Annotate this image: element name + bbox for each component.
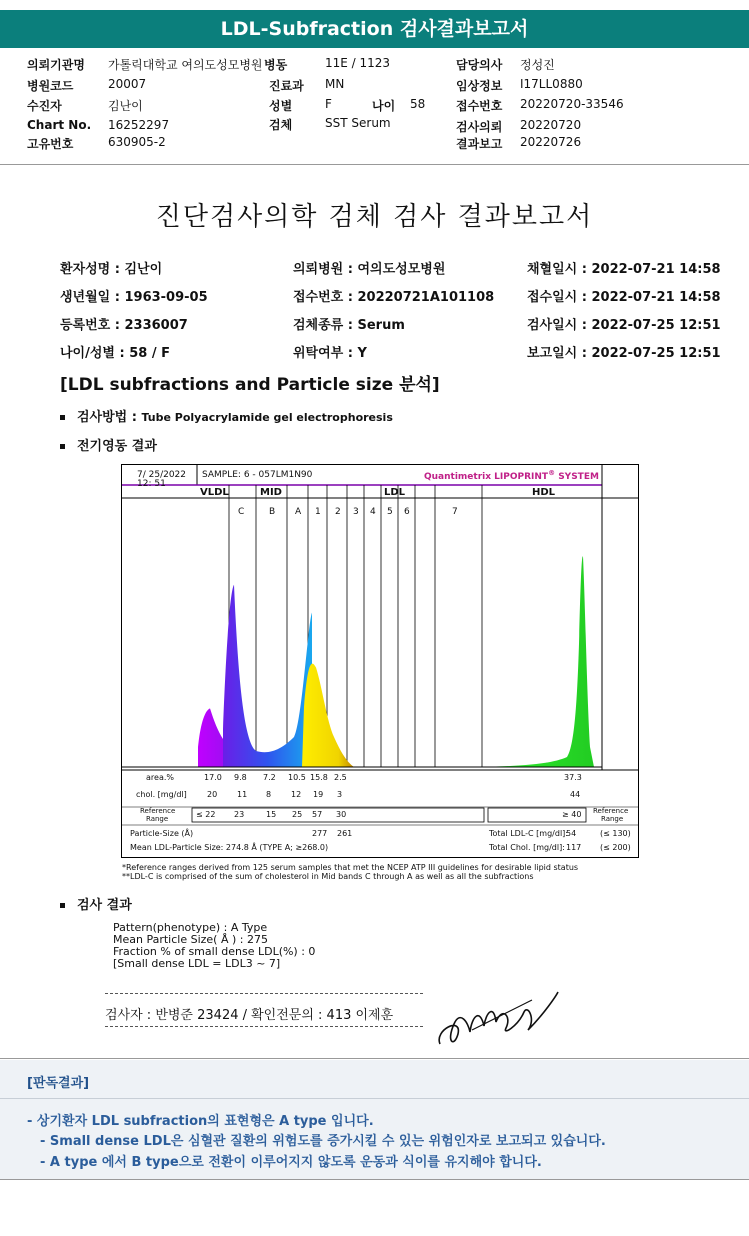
band-label: 5 [387, 507, 393, 517]
result-fraction: Fraction % of small dense LDL(%) : 0 [113, 945, 316, 958]
total-chol-ref: (≤ 200) [600, 843, 631, 852]
band-label: B [269, 507, 276, 517]
band-label: 2 [335, 507, 341, 517]
birth-date: 생년월일 : 1963-09-05 [60, 290, 208, 305]
brand-tail: SYSTEM [555, 472, 599, 482]
lipoprint-svg [122, 465, 639, 858]
patient-label: 수진자 [27, 99, 62, 113]
order-info [0, 52, 749, 164]
chart-date: 7/ 25/2022 [137, 470, 187, 480]
unique-value: 630905-2 [108, 135, 166, 149]
region-hdl: HDL [532, 487, 556, 498]
hospcode-label: 병원코드 [27, 79, 74, 93]
result-definition: [Small dense LDL = LDL3 ~ 7] [113, 957, 281, 970]
ref-value: 15 [266, 810, 277, 819]
particle-value-2: 261 [337, 829, 353, 838]
receipt-value: 20220720-33546 [520, 97, 624, 111]
lab-report-title: 진단검사의학 검체 검사 결과보고서 [155, 202, 594, 232]
chol-value: 12 [291, 790, 302, 799]
particle-label: Particle-Size (Å) [130, 829, 194, 838]
method-label: 검사방법 : [77, 410, 137, 425]
result-block [113, 922, 315, 970]
patient-name: 환자성명 : 김난이 [60, 262, 163, 277]
interpretation-heading: [판독결과] [27, 1076, 90, 1091]
request-value: 20220720 [520, 118, 582, 132]
sample-id: SAMPLE: 6 - 057LM1N90 [202, 470, 313, 480]
requesting-hospital: 의뢰병원 : 여의도성모병원 [293, 262, 446, 277]
hospcode-value: 20007 [108, 77, 147, 91]
area-hdl-value: 37.3 [564, 773, 582, 782]
patient-value: 김난이 [108, 99, 143, 113]
band-label: 6 [404, 507, 410, 517]
particle-value-1: 277 [312, 829, 328, 838]
result-label: 검사 결과 [77, 898, 132, 913]
consignment: 위탁여부 : Y [293, 346, 367, 361]
chol-value: 19 [313, 790, 324, 799]
region-vldl: VLDL [200, 487, 229, 498]
chart-no-label: Chart No. [27, 118, 92, 132]
interpretation-divider [0, 1098, 749, 1099]
chol-value: 8 [266, 790, 272, 799]
registration-number: 등록번호 : 2336007 [60, 318, 188, 333]
chol-value: 20 [207, 790, 218, 799]
reported-datetime: 보고일시 : 2022-07-25 12:51 [527, 346, 721, 361]
area-value: 2.5 [334, 773, 347, 782]
receipt-label: 접수번호 [456, 99, 503, 113]
signature-stroke [439, 992, 558, 1044]
brand-label [424, 469, 599, 482]
interpretation-line-3: - A type 에서 B type으로 전환이 이루어지지 않도록 운동과 식이를 유지해야 합니다. [40, 1155, 542, 1170]
result-heading [60, 894, 132, 913]
band-label: 7 [452, 507, 458, 517]
bullet [60, 903, 65, 908]
brand-sup: ® [548, 469, 556, 477]
ref-label-1: Reference [140, 807, 176, 815]
divider [0, 164, 749, 165]
clinical-value: I17LL0880 [520, 77, 583, 91]
doctor-value: 정성진 [520, 58, 555, 72]
ward-label: 병동 [264, 58, 288, 72]
age-label: 나이 [372, 99, 396, 113]
collected-datetime: 채혈일시 : 2022-07-21 14:58 [527, 262, 721, 277]
ref-value: 25 [292, 810, 303, 819]
specimen-value: SST Serum [325, 116, 391, 130]
signature-line-bottom [105, 1026, 423, 1027]
lipoprint-chart [121, 464, 639, 858]
band-label: C [238, 507, 245, 517]
dept-label: 진료과 [269, 79, 304, 93]
note-2: **LDL-C is comprised of the sum of cholesterol in Mid bands C through A as well as all the subfractions [122, 872, 534, 881]
dept-value: MN [325, 77, 345, 91]
band-separators [229, 485, 482, 767]
received-datetime: 접수일시 : 2022-07-21 14:58 [527, 290, 721, 305]
report-value: 20220726 [520, 135, 582, 149]
mean-particle-label: Mean LDL-Particle Size: 274.8 Å (TYPE A; ≥268.0) [130, 843, 329, 852]
band-label: 4 [370, 507, 376, 517]
area-value: 15.8 [310, 773, 328, 782]
ward-value: 11E / 1123 [325, 56, 391, 70]
total-chol-value: 117 [566, 843, 582, 852]
chart-time: 12: 51 [137, 479, 166, 489]
bullet [60, 444, 65, 449]
result-mean-size: Mean Particle Size( Å ) : 275 [113, 933, 268, 946]
chart-notes [122, 863, 578, 881]
area-value: 7.2 [263, 773, 276, 782]
total-ldl-ref: (≤ 130) [600, 829, 631, 838]
hospital-label: 의뢰기관명 [27, 58, 85, 72]
signature-line-top [105, 993, 423, 994]
method-value: Tube Polyacrylamide gel electrophoresis [141, 411, 393, 424]
chol-value: 3 [337, 790, 343, 799]
request-label: 검사의뢰 [456, 120, 503, 134]
chol-value: 11 [237, 790, 248, 799]
total-chol-label: Total Chol. [mg/dl]: [489, 843, 565, 852]
band-label: 3 [353, 507, 359, 517]
area-value: 17.0 [204, 773, 222, 782]
specimen-type: 검체종류 : Serum [293, 318, 405, 333]
result-pattern: Pattern(phenotype) : A Type [113, 921, 268, 934]
receipt-number: 접수번호 : 20220721A101108 [293, 290, 495, 305]
brand-name: Quantimetrix LIPOPRINT [424, 472, 549, 482]
ref-value: 30 [336, 810, 347, 819]
specimen-label: 검체 [269, 118, 293, 132]
tested-datetime: 검사일시 : 2022-07-25 12:51 [527, 318, 721, 333]
region-ldl: LDL [384, 487, 406, 498]
hospital-value: 가톨릭대학교 여의도성모병원 [108, 58, 263, 72]
area-value: 10.5 [288, 773, 306, 782]
method-line [60, 406, 393, 425]
band-label: 1 [315, 507, 321, 517]
signature-image [432, 986, 562, 1052]
note-1: *Reference ranges derived from 125 serum samples that met the NCEP ATP III guidelines for desirable lipid status [122, 863, 579, 872]
region-mid: MID [260, 487, 282, 498]
age-sex: 나이/성별 : 58 / F [60, 346, 171, 361]
ref-hdl-value: ≥ 40 [562, 810, 582, 819]
report-header-title: LDL-Subfraction 검사결과보고서 [0, 10, 749, 48]
unique-label: 고유번호 [27, 137, 74, 151]
electrophoresis-heading [60, 435, 157, 454]
ref-right-2: Range [601, 815, 624, 823]
mid-peak [223, 585, 312, 767]
interpretation-panel [0, 1060, 749, 1180]
area-row-label: area.% [146, 773, 174, 782]
hdl-peak [482, 556, 594, 767]
age-value: 58 [410, 97, 426, 111]
ref-value: 57 [312, 810, 323, 819]
electrophoresis-label: 전기영동 결과 [77, 439, 157, 454]
ref-value: ≤ 22 [196, 810, 216, 819]
total-ldl-label: Total LDL-C [mg/dl]: [489, 829, 568, 838]
doctor-label: 담당의사 [456, 58, 503, 72]
ref-right-1: Reference [593, 807, 629, 815]
bullet [60, 415, 65, 420]
inspector-line: 검사자 : 반병준 23424 / 확인전문의 : 413 이제훈 [105, 1008, 394, 1023]
area-value: 9.8 [234, 773, 247, 782]
chol-hdl-value: 44 [570, 790, 581, 799]
section-title: [LDL subfractions and Particle size 분석] [60, 375, 440, 395]
clinical-label: 임상정보 [456, 79, 503, 93]
sex-value: F [325, 97, 332, 111]
band-label: A [295, 507, 302, 517]
ref-label-2: Range [146, 815, 169, 823]
ldl-peak [302, 664, 354, 767]
total-ldl-value: 54 [566, 829, 577, 838]
interpretation-line-1: - 상기환자 LDL subfraction의 표현형은 A type 입니다. [27, 1114, 374, 1129]
chart-no-value: 16252297 [108, 118, 170, 132]
chol-row-label: chol. [mg/dl] [136, 790, 187, 799]
divider [0, 1058, 749, 1059]
sex-label: 성별 [269, 99, 293, 113]
ref-value: 23 [234, 810, 245, 819]
report-label: 결과보고 [456, 137, 503, 151]
interpretation-line-2: - Small dense LDL은 심혈관 질환의 위험도를 증가시킬 수 있는 위험인자로 보고되고 있습니다. [40, 1134, 606, 1149]
